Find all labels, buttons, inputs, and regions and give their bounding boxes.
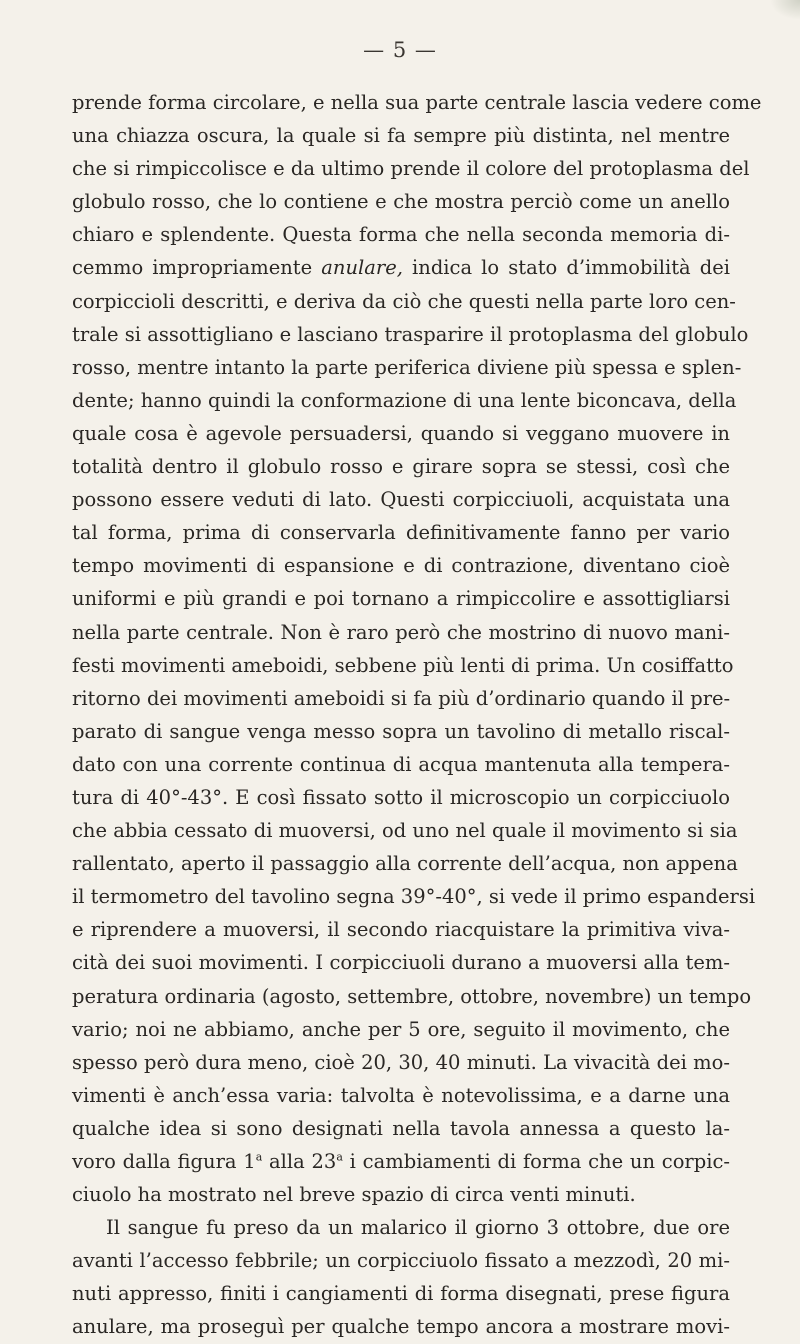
superscript: a bbox=[255, 1150, 263, 1164]
text-line: rallentato, aperto il passaggio alla corrente dell’acqua, non appena bbox=[72, 852, 738, 876]
text-line: vimenti è anch’essa varia: talvolta è notevolissima, e a darne una bbox=[72, 1083, 730, 1107]
text-line: spesso però dura meno, cioè 20, 30, 40 minuti. La vivacità dei mo- bbox=[72, 1050, 730, 1074]
italic-term: anulare, bbox=[321, 256, 403, 280]
text-line: ritorno dei movimenti ameboidi si fa più d’ordinario quando il pre- bbox=[72, 686, 731, 710]
text-line: nella parte centrale. Non è raro però che mostrino di nuovo mani- bbox=[72, 620, 730, 644]
text-line: trale si assottigliano e lasciano trasparire il protoplasma del globulo bbox=[72, 322, 749, 346]
text-line: anulare, ma proseguì per qualche tempo ancora a mostrare movi- bbox=[72, 1315, 730, 1339]
text-line: cità dei suoi movimenti. I corpicciuoli durano a muoversi alla tem- bbox=[72, 951, 730, 975]
text-line: avanti l’accesso febbrile; un corpicciuolo fissato a mezzodì, 20 mi- bbox=[72, 1249, 730, 1273]
text-line: prende forma circolare, e nella sua parte centrale lascia vedere come bbox=[72, 91, 762, 114]
text-line: e riprendere a muoversi, il secondo riacquistare la primitiva viva- bbox=[72, 918, 730, 942]
paper-stain bbox=[770, 0, 800, 20]
text-segment: voro dalla figura 1 bbox=[72, 1150, 256, 1173]
text-line: festi movimenti ameboidi, sebbene più lenti di prima. Un cosiffatto bbox=[72, 653, 734, 677]
text-segment: indica lo stato d’immobilità dei bbox=[412, 256, 730, 280]
text-segment: cemmo impropriamente bbox=[72, 256, 313, 280]
text-line: qualche idea si sono designati nella tavola annessa a questo la- bbox=[72, 1116, 730, 1140]
text-line: ciuolo ha mostrato nel breve spazio di circa venti minuti. bbox=[72, 1183, 636, 1207]
text-line: vario; noi ne abbiamo, anche per 5 ore, seguito il movimento, che bbox=[72, 1017, 730, 1041]
text-line: uniformi e più grandi e poi tornano a rimpiccolire e assottigliarsi bbox=[72, 587, 730, 611]
text-line: peratura ordinaria (agosto, settembre, ottobre, novembre) un tempo bbox=[72, 984, 752, 1008]
text-line: una chiazza oscura, la quale si fa sempre più distinta, nel mentre bbox=[72, 124, 730, 148]
text-line: che si rimpiccolisce e da ultimo prende il colore del protoplasma del bbox=[72, 157, 750, 181]
text-line bbox=[72, 1145, 730, 1178]
text-segment: alla 23 bbox=[262, 1150, 337, 1173]
text-line: dato con una corrente continua di acqua mantenuta alla tempera- bbox=[72, 752, 730, 776]
text-line: rosso, mentre intanto la parte periferica diviene più spessa e splen- bbox=[72, 355, 742, 379]
body-text bbox=[72, 86, 762, 1344]
text-line: chiaro e splendente. Questa forma che nella seconda memoria di- bbox=[72, 223, 730, 247]
text-line: il termometro del tavolino segna 39°-40°, si vede il primo espandersi bbox=[72, 885, 756, 909]
text-line: tal forma, prima di conservarla definitivamente fanno per vario bbox=[72, 521, 730, 545]
text-line: tempo movimenti di espansione e di contrazione, diventano cioè bbox=[72, 554, 730, 578]
text-line: quale cosa è agevole persuadersi, quando si veggano muovere in bbox=[72, 421, 730, 445]
text-line bbox=[72, 251, 730, 284]
text-line: dente; hanno quindi la conformazione di una lente biconcava, della bbox=[72, 388, 737, 412]
text-line: parato di sangue venga messo sopra un tavolino di metallo riscal- bbox=[72, 719, 730, 743]
text-line: che abbia cessato di muoversi, od uno nel quale il movimento si sia bbox=[72, 819, 738, 843]
text-line: corpiccioli descritti, e deriva da ciò che questi nella parte loro cen- bbox=[72, 289, 736, 313]
text-line: tura di 40°-43°. E così fissato sotto il microscopio un corpicciuolo bbox=[72, 785, 730, 809]
text-line: Il sangue fu preso da un malarico il giorno 3 ottobre, due ore bbox=[106, 1216, 730, 1240]
text-line: globulo rosso, che lo contiene e che mostra perciò come un anello bbox=[72, 190, 730, 214]
text-segment: i cambiamenti di forma che un corpic- bbox=[342, 1150, 730, 1173]
text-line: possono essere veduti di lato. Questi corpicciuoli, acquistata una bbox=[72, 488, 730, 512]
page-number: — 5 — bbox=[363, 38, 437, 62]
text-line: totalità dentro il globulo rosso e girare sopra se stessi, così che bbox=[72, 455, 730, 479]
superscript: a bbox=[336, 1150, 343, 1164]
text-line: nuti appresso, finiti i cangiamenti di forma disegnati, prese figura bbox=[72, 1282, 730, 1306]
